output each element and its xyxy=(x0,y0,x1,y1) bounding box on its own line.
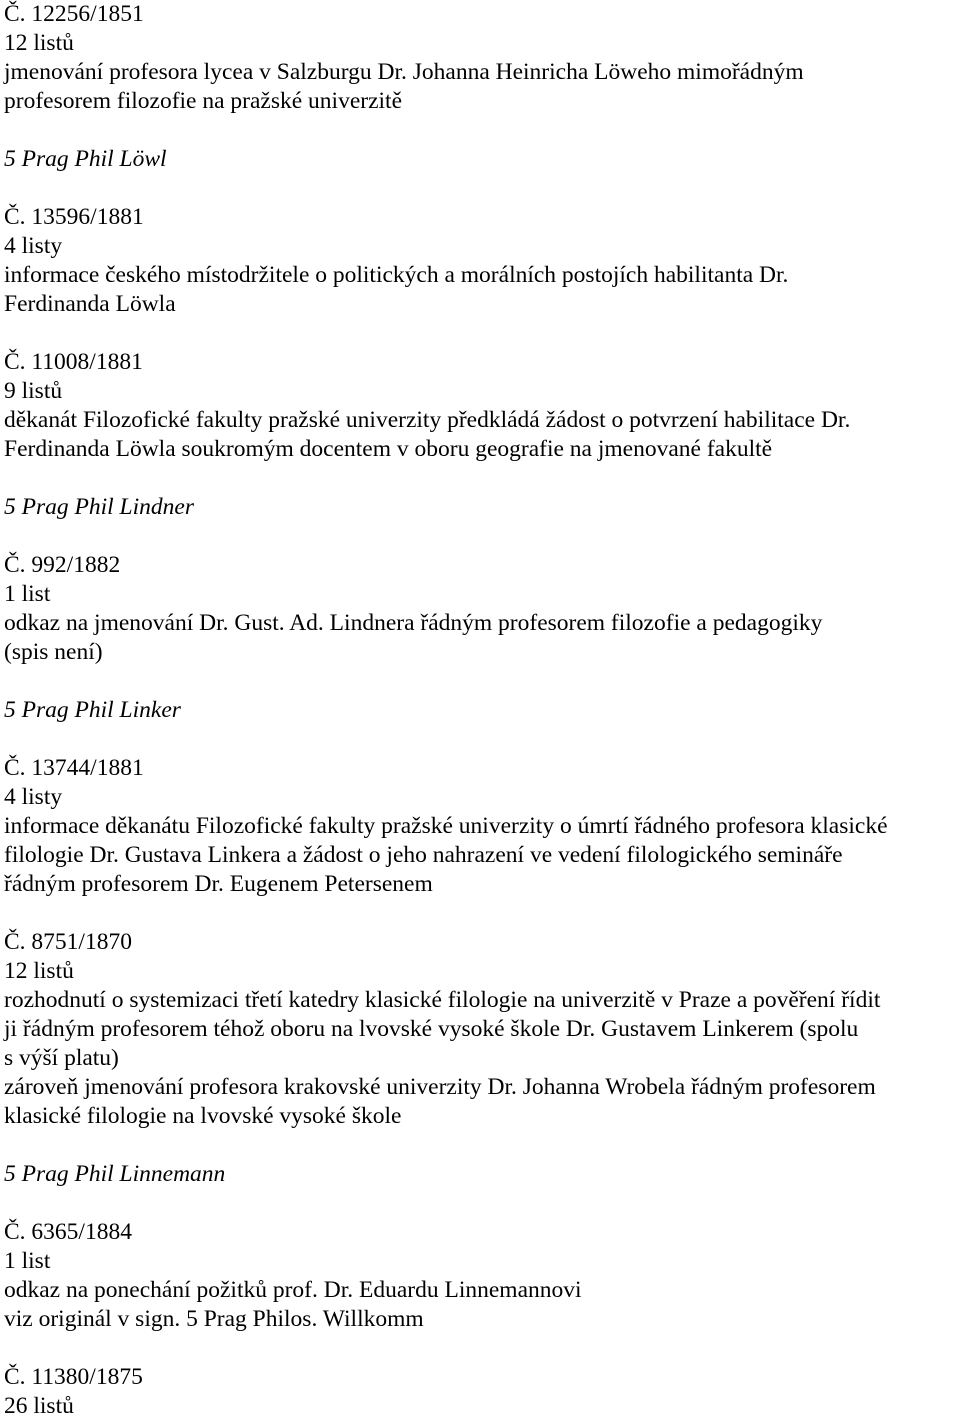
record-description-line: zároveň jmenování profesora krakovské univerzity Dr. Johanna Wrobela řádným profesorem xyxy=(4,1074,876,1100)
record-description-line: filologie Dr. Gustava Linkera a žádost o jeho nahrazení ve vedení filologického semináře xyxy=(4,842,843,868)
record-description-line: odkaz na jmenování Dr. Gust. Ad. Lindnera řádným profesorem filozofie a pedagogiky xyxy=(4,610,823,636)
paragraph-gap xyxy=(4,522,960,551)
record-description-line: informace českého místodržitele o politických a morálních postojích habilitanta Dr. xyxy=(4,262,789,288)
record-number: Č. 13596/1881 xyxy=(4,204,144,230)
record-number: Č. 11380/1875 xyxy=(4,1364,143,1390)
paragraph-gap xyxy=(4,667,960,696)
record-description-line: děkanát Filozofické fakulty pražské univerzity předkládá žádost o potvrzení habilitace Dr. xyxy=(4,407,851,433)
paragraph-gap xyxy=(4,1334,960,1363)
record-description-line: informace děkanátu Filozofické fakulty pražské univerzity o úmrtí řádného profesora klasické xyxy=(4,813,888,839)
paragraph-gap xyxy=(4,1189,960,1218)
section-heading: 5 Prag Phil Linnemann xyxy=(4,1161,226,1187)
record-page-count: 4 listy xyxy=(4,784,63,810)
record-description-line: Ferdinanda Löwla xyxy=(4,291,176,317)
paragraph-gap xyxy=(4,899,960,928)
record-description-line: Ferdinanda Löwla soukromým docentem v oboru geografie na jmenované fakultě xyxy=(4,436,773,462)
record-page-count: 4 listy xyxy=(4,233,63,259)
paragraph-gap xyxy=(4,464,960,493)
record-description-line: rozhodnutí o systemizaci třetí katedry klasické filologie na univerzitě v Praze a pověření řídit xyxy=(4,987,881,1013)
record-number: Č. 11008/1881 xyxy=(4,349,143,375)
record-page-count: 1 list xyxy=(4,1248,51,1274)
record-number: Č. 992/1882 xyxy=(4,552,121,578)
paragraph-gap xyxy=(4,725,960,754)
paragraph-gap xyxy=(4,116,960,145)
record-number: Č. 8751/1870 xyxy=(4,929,132,955)
record-description-line: řádným profesorem Dr. Eugenem Petersenem xyxy=(4,871,433,897)
section-heading: 5 Prag Phil Linker xyxy=(4,697,181,723)
section-heading: 5 Prag Phil Lindner xyxy=(4,494,194,520)
record-page-count: 12 listů xyxy=(4,30,74,56)
record-page-count: 9 listů xyxy=(4,378,63,404)
paragraph-gap xyxy=(4,319,960,348)
document-body xyxy=(4,0,960,1421)
record-description-line: s výší platu) xyxy=(4,1045,119,1071)
record-description-line: klasické filologie na lvovské vysoké škole xyxy=(4,1103,402,1129)
record-page-count: 12 listů xyxy=(4,958,74,984)
record-page-count: 26 listů xyxy=(4,1393,74,1419)
record-description-line: odkaz na ponechání požitků prof. Dr. Eduardu Linnemannovi xyxy=(4,1277,582,1303)
record-description-line: (spis není) xyxy=(4,639,103,665)
paragraph-gap xyxy=(4,174,960,203)
record-number: Č. 12256/1851 xyxy=(4,1,144,27)
record-number: Č. 13744/1881 xyxy=(4,755,144,781)
record-page-count: 1 list xyxy=(4,581,51,607)
paragraph-gap xyxy=(4,1131,960,1160)
record-description-line: profesorem filozofie na pražské univerzitě xyxy=(4,88,403,114)
section-heading: 5 Prag Phil Löwl xyxy=(4,146,167,172)
record-description-line: viz originál v sign. 5 Prag Philos. Willkomm xyxy=(4,1306,424,1332)
record-description-line: jmenování profesora lycea v Salzburgu Dr. Johanna Heinricha Löweho mimořádným xyxy=(4,59,804,85)
record-description-line: ji řádným profesorem téhož oboru na lvovské vysoké škole Dr. Gustavem Linkerem (spolu xyxy=(4,1016,859,1042)
record-number: Č. 6365/1884 xyxy=(4,1219,132,1245)
